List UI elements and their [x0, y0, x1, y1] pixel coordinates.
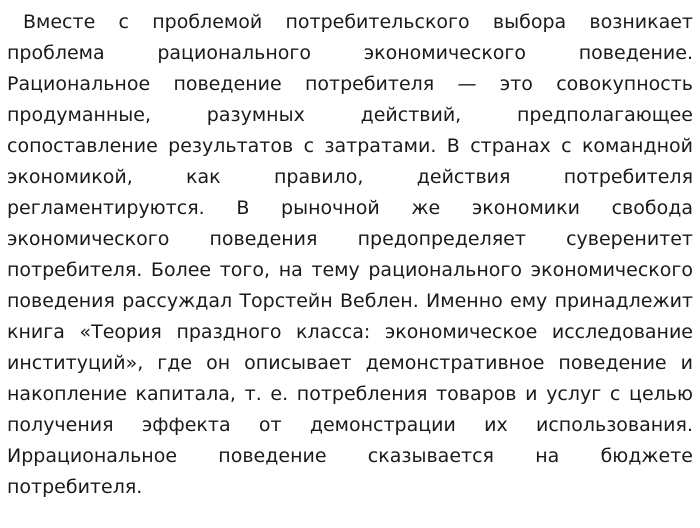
body-paragraph: Вместе с проблемой потребительского выбора возникает проблема рационального экономического поведение. Рациональное поведение потребителя — это совокупность продуманные, разумных действий, предполагающее сопоставление результатов с затратами. В странах с командной экономикой, как правило, действия потребителя регламентируются. В рыночной же экономики свобода экономического поведения предопределяет суверенитет потребителя. Более того, на тему рационального экономического поведения рассуждал Торстейн Веблен. Именно ему принадлежит книга «Теория праздного класса: экономическое исследование институций», где он описывает демонстративное поведение и накопление капитала, т. е. потребления товаров и услуг с целью получения эффекта от демонстрации их использования. Иррациональное поведение сказывается на бюджете потребителя.: [7, 11, 693, 498]
document-page: [7, 7, 693, 503]
